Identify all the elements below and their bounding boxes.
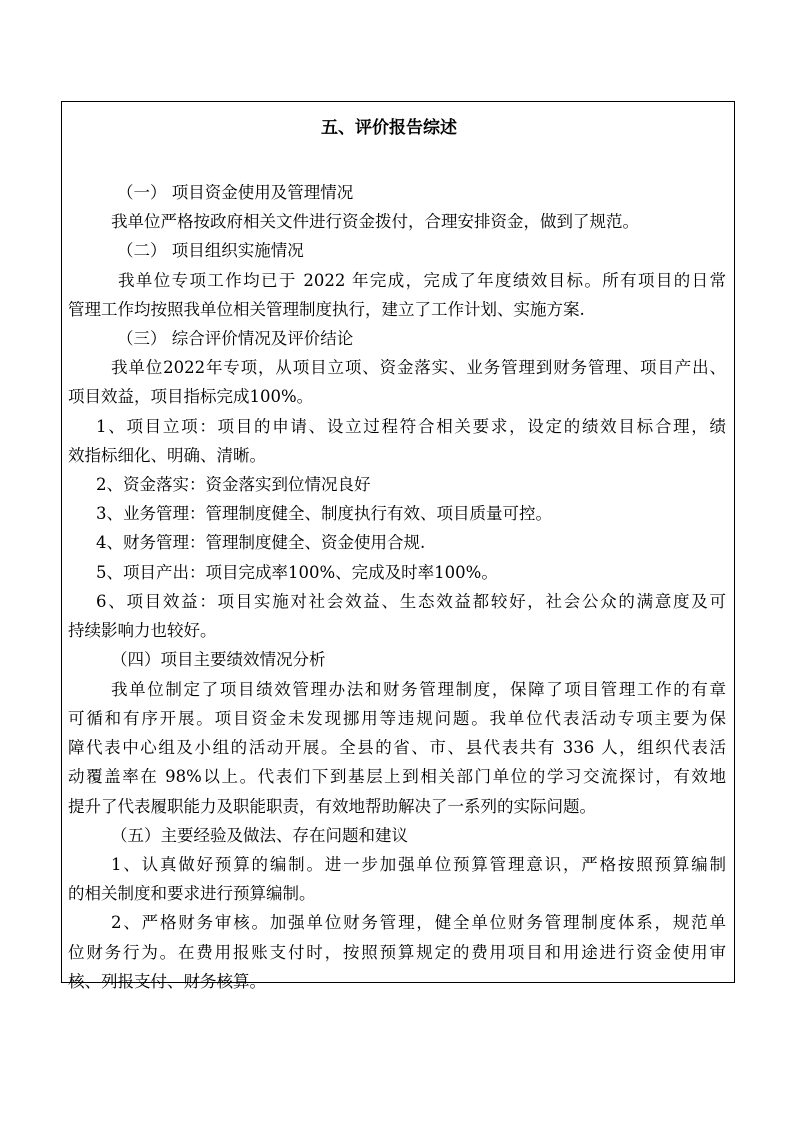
section-4-text-3: 障代表中心组及小组的活动开展。全县的省、市、县代表共有 336 人，组织代表活 [68,738,726,757]
section-5-text-2: 的相关制度和要求进行预算编制。 [68,884,316,903]
section-1-heading: （一） 项目资金使用及管理情况 [117,183,354,202]
section-3-text-3: 1、项目立项：项目的申请、设立过程符合相关要求，设定的绩效目标合理，绩 [96,417,726,436]
section-4-text-5: 提升了代表履职能力及职能职责，有效地帮助解决了一系列的实际问题。 [68,797,596,816]
section-5-text-4: 位财务行为。在费用报账支付时，按照预算规定的费用项目和用途进行资金使用审 [68,943,726,962]
section-2-heading: （二） 项目组织实施情况 [117,241,304,260]
section-3-text-5: 2、资金落实：资金落实到位情况良好 [96,475,371,494]
section-3-heading: （三） 综合评价情况及评价结论 [117,329,354,348]
section-3-text-4: 效指标细化、明确、清晰。 [68,446,266,465]
section-3-text-10: 持续影响力也较好。 [68,621,217,640]
section-4-text-2: 可循和有序开展。项目资金未发现挪用等违规问题。我单位代表活动专项主要为保 [68,709,726,728]
report-title: 五、评价报告综述 [321,118,457,138]
section-5-text-1: 1、认真做好预算的编制。进一步加强单位预算管理意识，严格按照预算编制 [111,855,726,874]
section-3-text-8: 5、项目产出：项目完成率100%、完成及时率100%。 [96,563,498,582]
section-4-text-1: 我单位制定了项目绩效管理办法和财务管理制度，保障了项目管理工作的有章 [111,680,726,699]
section-2-text-1: 我单位专项工作均已于 2022 年完成，完成了年度绩效目标。所有项目的日常 [118,271,726,290]
section-5-heading: （五）主要经验及做法、存在问题和建议 [111,826,408,845]
section-5-text-5: 核、列报支付、财务核算。 [68,972,266,991]
section-3-text-2: 项目效益，项目指标完成100%。 [68,387,314,406]
section-1-text-1: 我单位严格按政府相关文件进行资金拨付，合理安排资金，做到了规范。 [111,212,639,231]
section-2-text-2: 管理工作均按照我单位相关管理制度执行，建立了工作计划、实施方案. [68,300,585,319]
section-3-text-1: 我单位2022年专项，从项目立项、资金落实、业务管理到财务管理、项目产出、 [111,358,726,377]
section-4-heading: （四）项目主要绩效情况分析 [111,650,326,669]
section-3-text-7: 4、财务管理：管理制度健全、资金使用合规. [96,533,426,552]
section-3-text-6: 3、业务管理：管理制度健全、制度执行有效、项目质量可控。 [96,504,552,523]
section-4-text-4: 动覆盖率在 98%以上。代表们下到基层上到相关部门单位的学习交流探讨，有效地 [68,767,726,786]
section-3-text-9: 6、项目效益：项目实施对社会效益、生态效益都较好，社会公众的满意度及可 [96,592,726,611]
section-5-text-3: 2、严格财务审核。加强单位财务管理，健全单位财务管理制度体系，规范单 [111,913,726,932]
